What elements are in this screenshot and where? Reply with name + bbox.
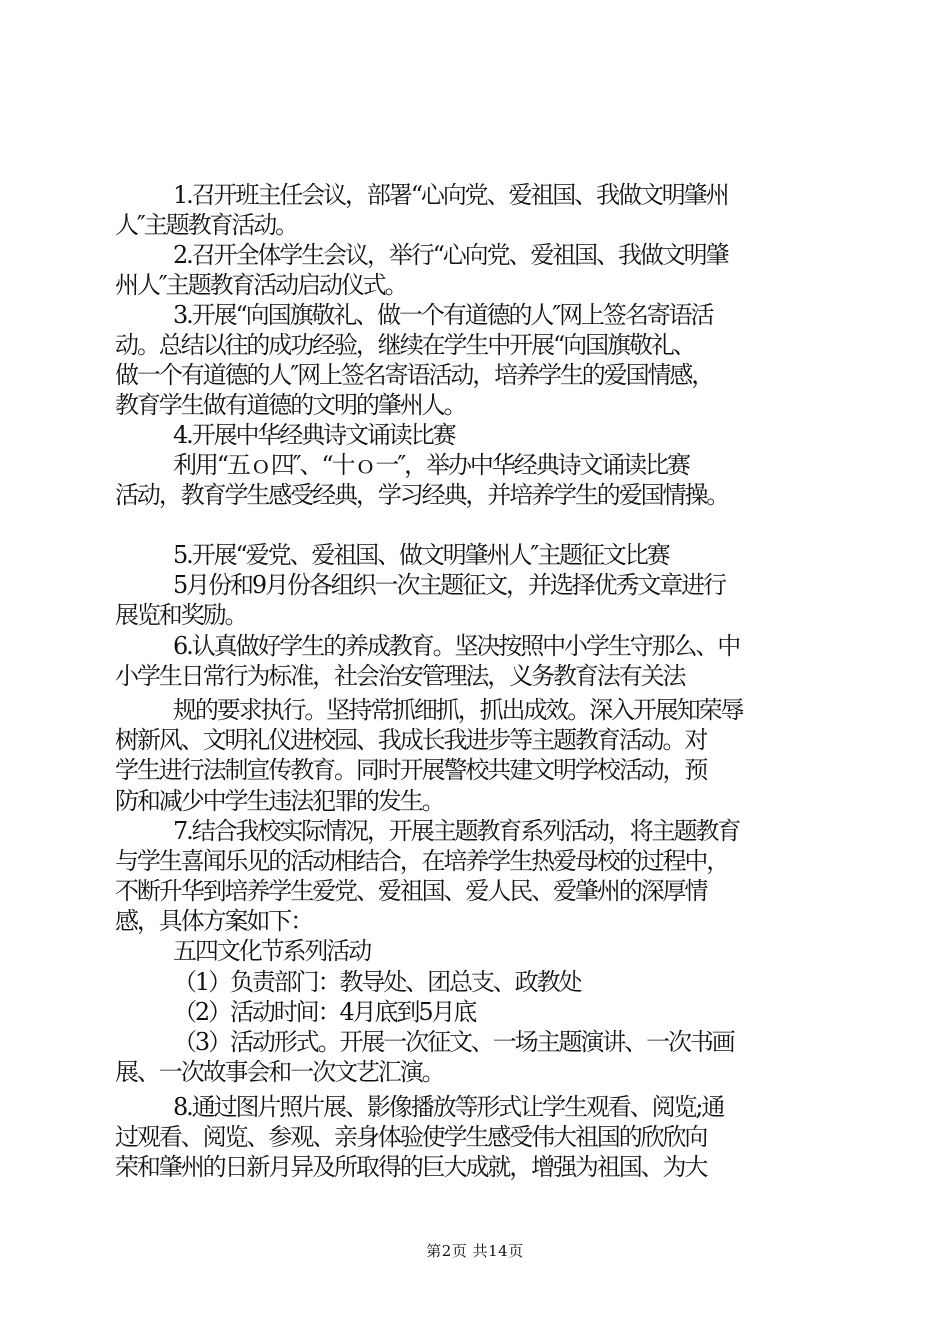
- text-line: 5月份和9月份各组织一次主题征文，并选择优秀文章进行: [173, 571, 725, 599]
- text-line: 展览和奖励。: [115, 601, 247, 629]
- text-line: 过观看、阅览、参观、亲身体验使学生感受伟大祖国的欣欣向: [115, 1123, 707, 1151]
- text-line: 教育学生做有道德的文明的肇州人。: [115, 391, 466, 419]
- text-line: 2.召开全体学生会议，举行“心向党、爱祖国、我做文明肇: [173, 241, 728, 269]
- text-line: 州人″主题教育活动启动仪式。: [115, 271, 407, 299]
- text-line: 活动，教育学生感受经典，学习经典，并培养学生的爱国情操。: [115, 481, 729, 509]
- text-line: 8.通过图片照片展、影像播放等形式让学生观看、阅览;通: [173, 1093, 724, 1121]
- text-line: （3）活动形式。开展一次征文、一场主题演讲、一次书画: [173, 1028, 734, 1056]
- text-line: 展、一次故事会和一次文艺汇演。: [115, 1058, 444, 1086]
- text-line: 人″主题教育活动。: [115, 211, 298, 239]
- text-line: （1）负责部门：教导处、团总支、政教处: [173, 968, 581, 996]
- text-line: 学生进行法制宣传教育。同时开展警校共建文明学校活动，预: [115, 756, 707, 784]
- text-line: 规的要求执行。坚持常抓细抓，抓出成效。深入开展知荣辱: [173, 696, 743, 724]
- text-line: 5.开展“爱党、爱祖国、做文明肇州人″主题征文比赛: [173, 541, 669, 569]
- text-line: 小学生日常行为标准，社会治安管理法，义务教育法有关法: [115, 662, 685, 690]
- text-line: 不断升华到培养学生爱党、爱祖国、爱人民、爱肇州的深厚情: [115, 877, 707, 905]
- text-line: 与学生喜闻乐见的活动相结合，在培养学生热爱母校的过程中，: [115, 847, 729, 875]
- text-line: 利用“五ｏ四″、“十ｏ一″，举办中华经典诗文诵读比赛: [173, 451, 689, 479]
- text-line: 1.召开班主任会议，部署“心向党、爱祖国、我做文明肇州: [173, 181, 728, 209]
- text-line: 动。总结以往的成功经验，继续在学生中开展“向国旗敬礼、: [115, 331, 695, 359]
- text-line: 做一个有道德的人″网上签名寄语活动，培养学生的爱国情感，: [115, 361, 714, 389]
- text-line: 防和减少中学生违法犯罪的发生。: [115, 787, 444, 815]
- text-line: 感，具体方案如下：: [115, 907, 313, 935]
- text-line: 五四文化节系列活动: [173, 937, 371, 965]
- text-line: 荣和肇州的日新月异及所取得的巨大成就，增强为祖国、为大: [115, 1153, 707, 1181]
- text-line: 7.结合我校实际情况，开展主题教育系列活动，将主题教育: [173, 817, 740, 845]
- text-line: 6.认真做好学生的养成教育。坚决按照中小学生守那么、中: [173, 632, 740, 660]
- page-number-footer: 第2页 共14页: [426, 1242, 524, 1260]
- text-line: 3.开展“向国旗敬礼、做一个有道德的人″网上签名寄语活: [173, 301, 713, 329]
- text-line: 4.开展中华经典诗文诵读比赛: [173, 421, 455, 449]
- text-line: 树新风、文明礼仪进校园、我成长我进步等主题教育活动。对: [115, 726, 707, 754]
- text-line: （2）活动时间：4月底到5月底: [173, 998, 476, 1026]
